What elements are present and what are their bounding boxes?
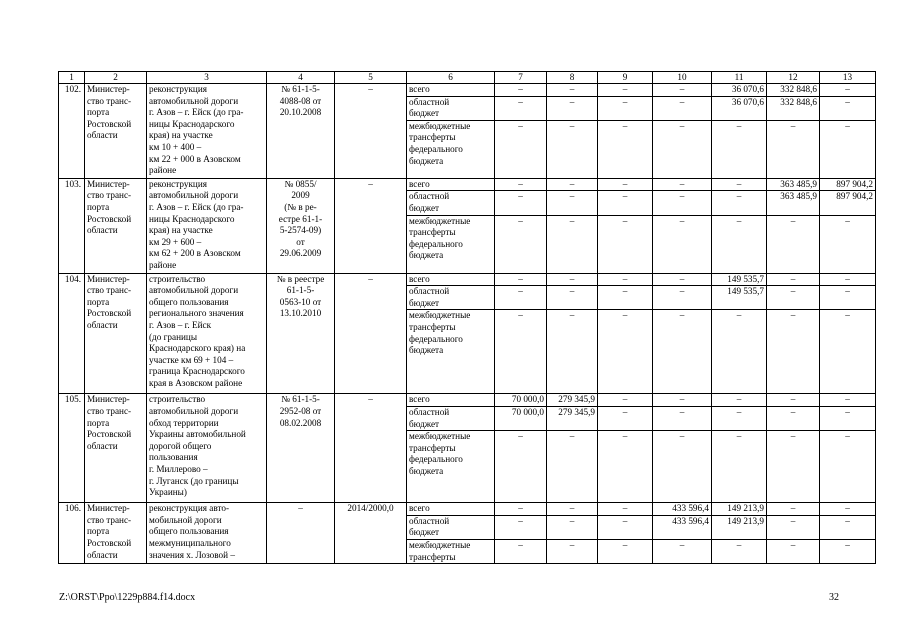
row-value-cell: –: [820, 503, 876, 516]
row-value-cell: –: [820, 96, 876, 120]
row-year: 2014/2000,0: [335, 503, 407, 564]
row-value-cell: –: [767, 539, 820, 563]
row-budget-source: всего: [407, 84, 495, 97]
row-value-cell: –: [547, 310, 598, 394]
row-year: –: [335, 178, 407, 273]
header-cell: 5: [335, 72, 407, 84]
row-object-name: реконструкция авто- мобильной дороги общего пользования межмуниципального значения х. Лозовой –: [147, 503, 267, 564]
row-value-cell: –: [598, 539, 653, 563]
row-value-cell: 149 535,7: [712, 286, 767, 310]
row-organization: Министер- ство транс- порта Ростовской области: [85, 178, 147, 273]
row-value-cell: –: [598, 215, 653, 273]
header-cell: 10: [653, 72, 712, 84]
row-value-cell: –: [598, 394, 653, 407]
row-budget-source: межбюджетные трансферты федерального бюджета: [407, 120, 495, 178]
row-document: № 61-1-5- 4088-08 от 20.10.2008: [267, 84, 335, 179]
row-document: № 0855/ 2009 (№ в ре- естре 61-1- 5-2574-09) от 29.06.2009: [267, 178, 335, 273]
row-value-cell: 332 848,6: [767, 96, 820, 120]
row-value-cell: –: [820, 539, 876, 563]
row-value-cell: –: [495, 539, 547, 563]
header-cell: 8: [547, 72, 598, 84]
row-value-cell: 897 904,2: [820, 191, 876, 215]
row-object-name: строительство автомобильной дороги обход территории Украины автомобильной дорогой общего пользования г. Миллерово – г. Луганск (до границы Украины): [147, 394, 267, 503]
table-row: [59, 503, 876, 516]
row-organization: Министер- ство транс- порта Ростовской области: [85, 394, 147, 503]
row-value-cell: –: [598, 286, 653, 310]
header-cell: 2: [85, 72, 147, 84]
table-body: [59, 84, 876, 564]
row-number: 104.: [59, 273, 85, 394]
row-value-cell: –: [712, 178, 767, 191]
row-value-cell: –: [820, 431, 876, 503]
row-value-cell: –: [653, 191, 712, 215]
row-document: № в реестре 61-1-5- 0563-10 от 13.10.2010: [267, 273, 335, 394]
row-value-cell: 433 596,4: [653, 515, 712, 539]
row-value-cell: –: [820, 515, 876, 539]
row-value-cell: –: [495, 310, 547, 394]
row-budget-source: областной бюджет: [407, 96, 495, 120]
row-value-cell: 363 485,9: [767, 191, 820, 215]
row-value-cell: –: [495, 120, 547, 178]
row-year: –: [335, 394, 407, 503]
header-cell: 12: [767, 72, 820, 84]
row-value-cell: 36 070,6: [712, 96, 767, 120]
row-value-cell: 36 070,6: [712, 84, 767, 97]
header-cell: 13: [820, 72, 876, 84]
header-cell: 9: [598, 72, 653, 84]
row-number: 102.: [59, 84, 85, 179]
row-budget-source: межбюджетные трансферты: [407, 539, 495, 563]
row-value-cell: 70 000,0: [495, 394, 547, 407]
row-value-cell: –: [598, 503, 653, 516]
row-budget-source: всего: [407, 178, 495, 191]
row-value-cell: –: [712, 431, 767, 503]
row-number: 103.: [59, 178, 85, 273]
row-value-cell: –: [653, 178, 712, 191]
row-value-cell: –: [547, 178, 598, 191]
row-year: –: [335, 273, 407, 394]
row-value-cell: –: [767, 215, 820, 273]
row-value-cell: –: [767, 503, 820, 516]
row-organization: Министер- ство транс- порта Ростовской области: [85, 84, 147, 179]
row-budget-source: межбюджетные трансферты федерального бюджета: [407, 310, 495, 394]
row-object-name: реконструкция автомобильной дороги г. Азов – г. Ейск (до гра- ницы Краснодарского края) на участке км 10 + 400 – км 22 + 000 в Азовском районе: [147, 84, 267, 179]
header-cell: 11: [712, 72, 767, 84]
row-value-cell: –: [495, 286, 547, 310]
row-value-cell: 363 485,9: [767, 178, 820, 191]
row-value-cell: –: [767, 273, 820, 286]
row-value-cell: –: [495, 178, 547, 191]
row-value-cell: –: [653, 84, 712, 97]
row-value-cell: 897 904,2: [820, 178, 876, 191]
row-value-cell: –: [712, 406, 767, 430]
row-value-cell: –: [547, 515, 598, 539]
row-budget-source: межбюджетные трансферты федерального бюджета: [407, 215, 495, 273]
row-object-name: реконструкция автомобильной дороги г. Азов – г. Ейск (до гра- ницы Краснодарского края) на участке км 29 + 600 – км 62 + 200 в Азовском районе: [147, 178, 267, 273]
row-value-cell: –: [653, 273, 712, 286]
row-value-cell: –: [712, 215, 767, 273]
row-value-cell: –: [495, 84, 547, 97]
row-value-cell: –: [820, 273, 876, 286]
row-value-cell: –: [495, 503, 547, 516]
row-value-cell: –: [598, 96, 653, 120]
table-row: [59, 394, 876, 407]
row-value-cell: –: [712, 191, 767, 215]
row-budget-source: областной бюджет: [407, 406, 495, 430]
row-value-cell: –: [598, 120, 653, 178]
row-value-cell: –: [495, 191, 547, 215]
row-value-cell: –: [767, 515, 820, 539]
row-value-cell: –: [547, 191, 598, 215]
row-value-cell: 149 213,9: [712, 515, 767, 539]
row-budget-source: областной бюджет: [407, 286, 495, 310]
row-value-cell: 149 535,7: [712, 273, 767, 286]
row-value-cell: 70 000,0: [495, 406, 547, 430]
row-value-cell: –: [495, 273, 547, 286]
table-row: [59, 178, 876, 191]
row-value-cell: –: [712, 120, 767, 178]
row-budget-source: всего: [407, 394, 495, 407]
budget-table: [58, 71, 876, 564]
row-value-cell: –: [598, 178, 653, 191]
row-value-cell: –: [547, 273, 598, 286]
page-number: 32: [829, 592, 839, 603]
row-value-cell: –: [820, 394, 876, 407]
row-budget-source: всего: [407, 273, 495, 286]
row-value-cell: –: [547, 539, 598, 563]
row-value-cell: –: [653, 394, 712, 407]
table-row: [59, 273, 876, 286]
row-value-cell: –: [767, 120, 820, 178]
row-document: № 61-1-5- 2952-08 от 08.02.2008: [267, 394, 335, 503]
row-value-cell: –: [547, 431, 598, 503]
row-value-cell: –: [820, 310, 876, 394]
row-budget-source: межбюджетные трансферты федерального бюджета: [407, 431, 495, 503]
row-value-cell: –: [653, 96, 712, 120]
row-value-cell: –: [767, 394, 820, 407]
row-value-cell: –: [598, 310, 653, 394]
row-value-cell: –: [820, 286, 876, 310]
row-value-cell: –: [547, 503, 598, 516]
row-value-cell: –: [495, 431, 547, 503]
row-value-cell: 279 345,9: [547, 394, 598, 407]
row-budget-source: всего: [407, 503, 495, 516]
header-row: [59, 72, 876, 84]
row-value-cell: –: [547, 96, 598, 120]
row-value-cell: –: [653, 431, 712, 503]
table-row: [59, 84, 876, 97]
row-value-cell: –: [820, 120, 876, 178]
row-value-cell: –: [653, 215, 712, 273]
row-value-cell: –: [712, 394, 767, 407]
row-value-cell: –: [653, 310, 712, 394]
header-cell: 1: [59, 72, 85, 84]
row-value-cell: –: [598, 406, 653, 430]
row-value-cell: –: [820, 84, 876, 97]
row-value-cell: 279 345,9: [547, 406, 598, 430]
row-number: 105.: [59, 394, 85, 503]
row-value-cell: 332 848,6: [767, 84, 820, 97]
row-value-cell: –: [547, 84, 598, 97]
header-cell: 3: [147, 72, 267, 84]
row-value-cell: –: [653, 406, 712, 430]
row-budget-source: областной бюджет: [407, 191, 495, 215]
row-value-cell: –: [820, 215, 876, 273]
header-cell: 4: [267, 72, 335, 84]
footer-file-path: Z:\ORST\Ppo\1229p884.f14.docx: [59, 592, 196, 603]
row-budget-source: областной бюджет: [407, 515, 495, 539]
row-year: –: [335, 84, 407, 179]
row-value-cell: –: [767, 431, 820, 503]
row-value-cell: –: [598, 273, 653, 286]
row-value-cell: –: [653, 286, 712, 310]
row-value-cell: –: [495, 215, 547, 273]
row-value-cell: –: [598, 431, 653, 503]
header-cell: 6: [407, 72, 495, 84]
row-value-cell: –: [653, 120, 712, 178]
row-value-cell: 149 213,9: [712, 503, 767, 516]
row-value-cell: –: [547, 215, 598, 273]
row-value-cell: –: [598, 191, 653, 215]
row-value-cell: –: [767, 406, 820, 430]
row-value-cell: –: [767, 286, 820, 310]
header-cell: 7: [495, 72, 547, 84]
row-value-cell: –: [495, 515, 547, 539]
row-number: 106.: [59, 503, 85, 564]
row-value-cell: –: [820, 406, 876, 430]
row-object-name: строительство автомобильной дороги общего пользования регионального значения г. Азов – г. Ейск (до границы Краснодарского края) на участке км 69 + 104 – граница Краснодарского края в Азовском районе: [147, 273, 267, 394]
row-value-cell: –: [653, 539, 712, 563]
row-value-cell: –: [712, 310, 767, 394]
row-value-cell: –: [547, 120, 598, 178]
row-organization: Министер- ство транс- порта Ростовской области: [85, 503, 147, 564]
row-value-cell: –: [767, 310, 820, 394]
row-value-cell: –: [495, 96, 547, 120]
row-value-cell: –: [598, 84, 653, 97]
row-value-cell: –: [598, 515, 653, 539]
row-value-cell: 433 596,4: [653, 503, 712, 516]
row-document: –: [267, 503, 335, 564]
row-value-cell: –: [547, 286, 598, 310]
row-value-cell: –: [712, 539, 767, 563]
row-organization: Министер- ство транс- порта Ростовской области: [85, 273, 147, 394]
